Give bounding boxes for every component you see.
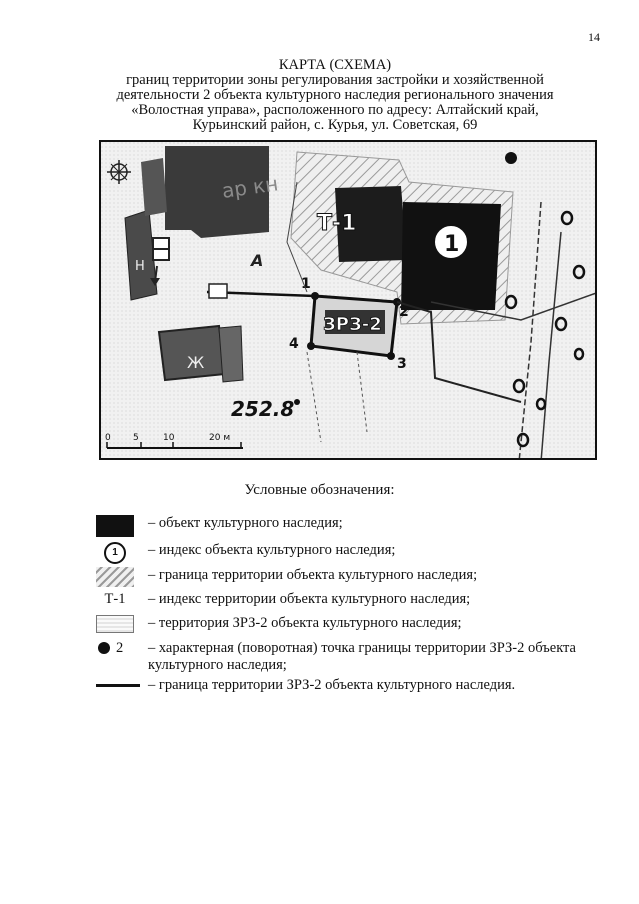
legend-point-symbol xyxy=(96,640,134,662)
scale-tick-label: 5 xyxy=(133,433,139,443)
building-faded-label: ар кн xyxy=(220,171,280,203)
cadastral-map xyxy=(99,140,597,460)
title-line: границ территории зоны регулирования застройки и хозяйственной xyxy=(126,72,544,88)
legend-object-swatch xyxy=(96,515,134,537)
title-line: Курьинский район, с. Курья, ул. Советская, 69 xyxy=(192,117,478,133)
legend-text: – индекс территории объекта культурного наследия; xyxy=(148,591,471,607)
legend-index-circle-icon xyxy=(96,542,134,564)
object-index-label: 1 xyxy=(444,232,460,257)
tree-icon xyxy=(505,152,517,164)
title-line: деятельности 2 объекта культурного наследия регионального значения xyxy=(116,87,554,103)
territory-index-label: Т-1 xyxy=(317,211,357,236)
letter-a-label: А xyxy=(251,251,264,270)
scale-tick-label: 10 xyxy=(163,433,175,443)
small-structure xyxy=(209,284,227,298)
point-label: 4 xyxy=(289,336,299,352)
legend-territory-index: Т-1 xyxy=(104,591,126,607)
elevation-label: 252.8 xyxy=(231,397,295,421)
title-heading: КАРТА (СХЕМА) xyxy=(278,57,392,73)
point-dot-icon xyxy=(98,642,110,654)
legend-text: – территория ЗРЗ-2 объекта культурного наследия; xyxy=(148,615,462,631)
legend-text: – граница территории ЗРЗ-2 объекта культурного наследия. xyxy=(148,677,516,693)
legend-text: – граница территории объекта культурного наследия; xyxy=(148,567,478,583)
zone-label: ЗРЗ-2 xyxy=(323,314,382,335)
turning-point xyxy=(387,352,395,360)
building-letter-label: Ж xyxy=(187,353,205,372)
building-letter-side: Н xyxy=(135,259,145,274)
page-number: 14 xyxy=(588,30,600,44)
legend-text: – индекс объекта культурного наследия; xyxy=(148,542,396,558)
legend-text: – объект культурного наследия; xyxy=(148,515,343,531)
legend-hatch-swatch xyxy=(96,567,134,587)
legend-title: Условные обозначения: xyxy=(244,482,395,498)
legend-text: – характерная (поворотная) точка границы территории ЗРЗ-2 объекта культурного наследия; xyxy=(148,640,576,673)
legend-zone-swatch xyxy=(96,615,134,633)
legend-index-number: 1 xyxy=(104,542,126,564)
legend-point-number: 2 xyxy=(116,640,124,656)
scale-tick-label: 20 м xyxy=(209,433,231,443)
title-line: «Волостная управа», расположенного по адресу: Алтайский край, xyxy=(131,102,539,118)
building-left-top xyxy=(141,158,167,216)
point-label: 3 xyxy=(397,356,407,372)
turning-point xyxy=(307,342,315,350)
legend-boundary-line xyxy=(96,677,134,699)
point-label: 2 xyxy=(399,304,409,320)
scale-tick-label: 0 xyxy=(105,433,111,443)
point-label: 1 xyxy=(301,276,311,292)
object-index-marker xyxy=(434,225,468,259)
map-canvas xyxy=(101,142,597,460)
map-title xyxy=(70,58,600,133)
